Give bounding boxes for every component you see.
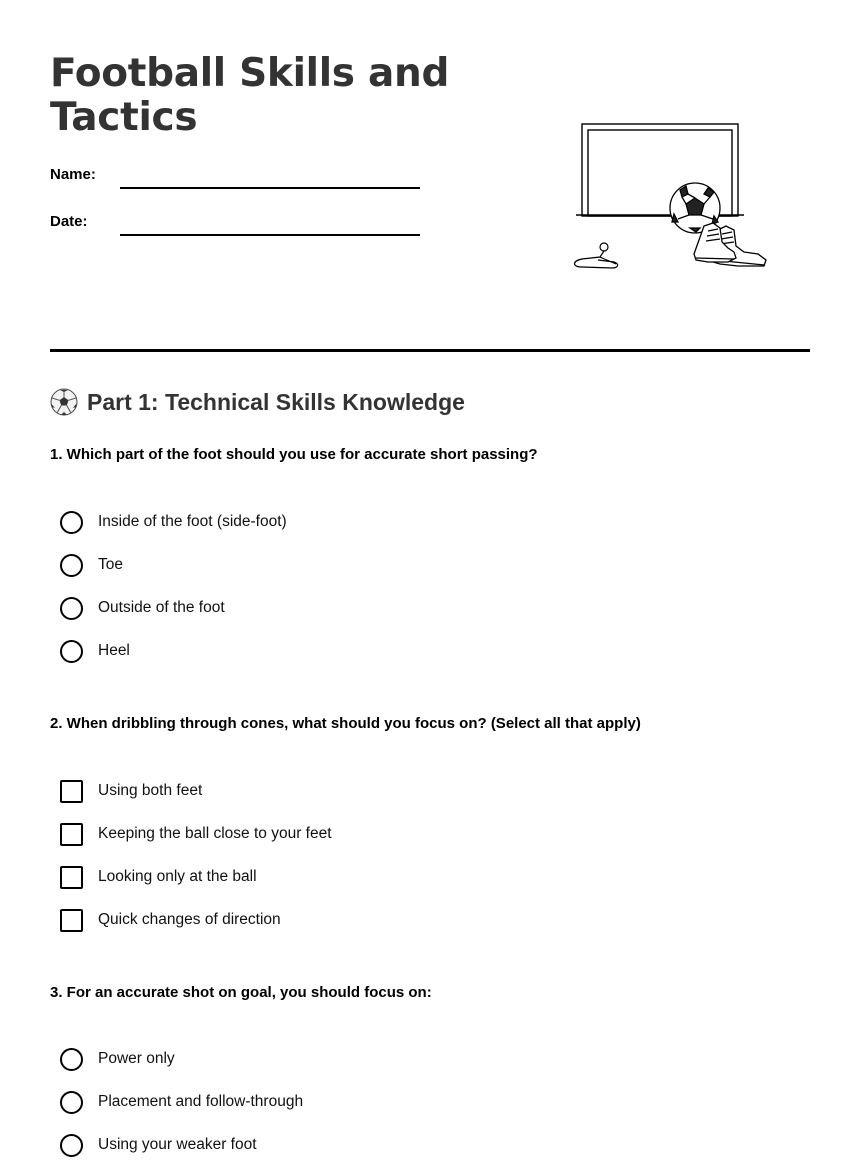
option-label: Quick changes of direction bbox=[98, 911, 281, 928]
q3-option-2[interactable] bbox=[60, 1089, 303, 1115]
section-title: Part 1: Technical Skills Knowledge bbox=[87, 388, 465, 415]
option-label: Heel bbox=[98, 642, 130, 659]
option-label: Inside of the foot (side-foot) bbox=[98, 513, 287, 530]
q1-option-2[interactable] bbox=[60, 552, 123, 578]
football-icon bbox=[50, 388, 78, 416]
option-label: Keeping the ball close to your feet bbox=[98, 825, 332, 842]
checkbox[interactable] bbox=[60, 909, 83, 932]
option-label: Using your weaker foot bbox=[98, 1136, 257, 1153]
checkbox[interactable] bbox=[60, 780, 83, 803]
checkbox[interactable] bbox=[60, 823, 83, 846]
whistle-icon bbox=[575, 243, 618, 268]
checkbox[interactable] bbox=[60, 866, 83, 889]
q2-option-2[interactable] bbox=[60, 821, 332, 847]
radio-button[interactable] bbox=[60, 640, 83, 663]
q1-option-4[interactable] bbox=[60, 638, 130, 664]
page-title: Football Skills and Tactics bbox=[50, 51, 450, 140]
option-label: Power only bbox=[98, 1050, 175, 1067]
radio-button[interactable] bbox=[60, 1048, 83, 1071]
football-illustration bbox=[568, 118, 778, 278]
header-divider bbox=[50, 349, 810, 352]
date-field[interactable] bbox=[120, 234, 420, 236]
q3-option-3[interactable] bbox=[60, 1132, 257, 1158]
q1-option-3[interactable] bbox=[60, 595, 225, 621]
name-field[interactable] bbox=[120, 187, 420, 189]
q3-option-1[interactable] bbox=[60, 1046, 175, 1072]
option-label: Toe bbox=[98, 556, 123, 573]
date-label: Date: bbox=[50, 213, 88, 230]
question-1: 1. Which part of the foot should you use for accurate short passing? bbox=[50, 446, 538, 463]
name-label: Name: bbox=[50, 166, 96, 183]
question-2: 2. When dribbling through cones, what should you focus on? (Select all that apply) bbox=[50, 715, 641, 732]
option-label: Looking only at the ball bbox=[98, 868, 257, 885]
radio-button[interactable] bbox=[60, 554, 83, 577]
radio-button[interactable] bbox=[60, 511, 83, 534]
option-label: Placement and follow-through bbox=[98, 1093, 304, 1110]
question-3: 3. For an accurate shot on goal, you should focus on: bbox=[50, 984, 432, 1001]
q1-option-1[interactable] bbox=[60, 509, 287, 535]
boots-icon bbox=[694, 223, 766, 266]
q2-option-1[interactable] bbox=[60, 778, 202, 804]
radio-button[interactable] bbox=[60, 597, 83, 620]
q2-option-4[interactable] bbox=[60, 907, 281, 933]
radio-button[interactable] bbox=[60, 1091, 83, 1114]
section-heading bbox=[50, 388, 465, 416]
option-label: Outside of the foot bbox=[98, 599, 225, 616]
radio-button[interactable] bbox=[60, 1134, 83, 1157]
option-label: Using both feet bbox=[98, 782, 203, 799]
q2-option-3[interactable] bbox=[60, 864, 257, 890]
